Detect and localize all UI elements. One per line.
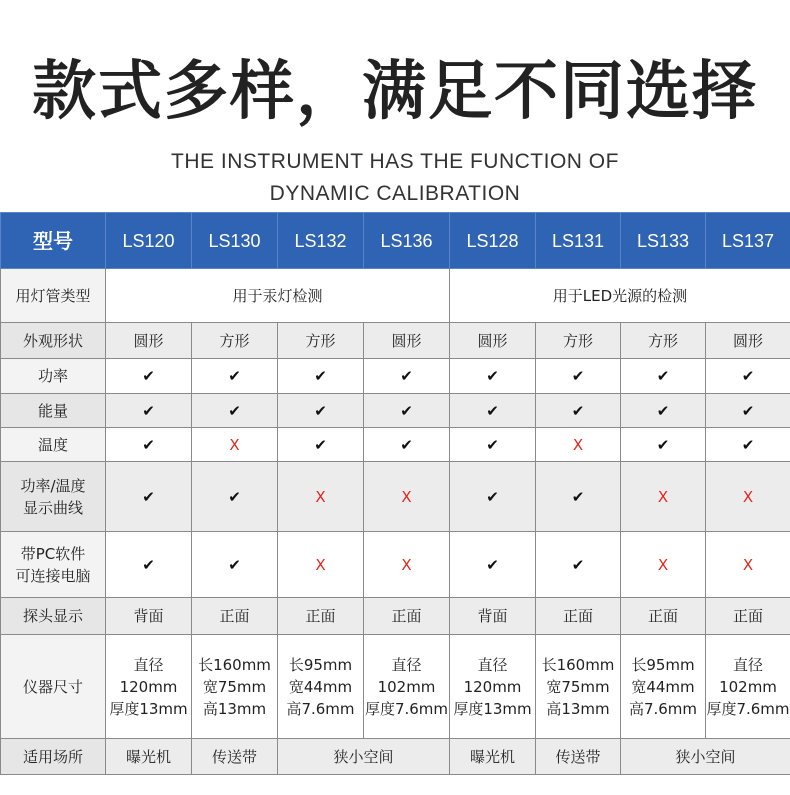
pc-software-row (1, 532, 790, 598)
check-icon: ✔ (192, 462, 278, 532)
check-icon: ✔ (621, 394, 706, 428)
row-label-line: 可连接电脑 (15, 566, 91, 585)
model-header: LS132 (278, 213, 364, 269)
power-row (1, 359, 790, 394)
row-label-line: 带PC软件 (20, 544, 86, 563)
table-cell: 传送带 (536, 739, 621, 775)
table-cell: 圆形 (706, 323, 790, 359)
check-icon: ✔ (706, 428, 790, 462)
header-label: 型号 (1, 213, 106, 269)
size-line: 长95mm (631, 655, 695, 674)
check-icon: ✔ (106, 394, 192, 428)
table-cell (278, 635, 364, 739)
cross-icon: X (364, 462, 450, 532)
cross-icon: X (278, 532, 364, 598)
table-cell: 正面 (278, 598, 364, 635)
table-cell (621, 635, 706, 739)
row-label: 探头显示 (1, 598, 106, 635)
check-icon: ✔ (278, 359, 364, 394)
table-cell: 传送带 (192, 739, 278, 775)
table-cell: 狭小空间 (278, 739, 450, 775)
table-cell: 背面 (450, 598, 536, 635)
usage-row (1, 739, 790, 775)
row-label: 温度 (1, 428, 106, 462)
check-icon: ✔ (364, 428, 450, 462)
size-line: 宽75mm (202, 677, 267, 696)
check-icon: ✔ (278, 394, 364, 428)
table-cell (706, 635, 790, 739)
table-cell: 正面 (192, 598, 278, 635)
check-icon: ✔ (706, 394, 790, 428)
check-icon: ✔ (450, 359, 536, 394)
table-cell (364, 635, 450, 739)
check-icon: ✔ (106, 428, 192, 462)
probe-row (1, 598, 790, 635)
size-line: 厚度7.6mm (706, 699, 790, 718)
size-line: 宽44mm (288, 677, 353, 696)
check-icon: ✔ (192, 532, 278, 598)
check-icon: ✔ (364, 394, 450, 428)
table-cell: 圆形 (364, 323, 450, 359)
size-line: 长95mm (288, 655, 353, 674)
size-line: 高7.6mm (628, 699, 698, 718)
shape-row (1, 323, 790, 359)
size-line: 厚度7.6mm (364, 699, 449, 718)
lamp-type-led: 用于LED光源的检测 (450, 269, 790, 323)
size-line: 长160mm (198, 655, 271, 674)
check-icon: ✔ (450, 394, 536, 428)
table-cell: 背面 (106, 598, 192, 635)
cross-icon: X (278, 462, 364, 532)
size-line: 直径120mm (119, 655, 178, 696)
row-label-line: 功率/温度 (20, 476, 86, 495)
spec-table (0, 212, 790, 775)
model-header: LS130 (192, 213, 278, 269)
check-icon: ✔ (450, 462, 536, 532)
check-icon: ✔ (192, 359, 278, 394)
size-line: 长160mm (541, 655, 615, 674)
cross-icon: X (621, 462, 706, 532)
header-row (1, 213, 790, 269)
lamp-type-row (1, 269, 790, 323)
table-cell: 方形 (192, 323, 278, 359)
row-label: 外观形状 (1, 323, 106, 359)
table-cell: 方形 (536, 323, 621, 359)
table-cell: 方形 (278, 323, 364, 359)
subtitle-line-2: DYNAMIC CALIBRATION (269, 182, 521, 205)
table-cell (536, 635, 621, 739)
energy-row (1, 394, 790, 428)
row-label (1, 532, 106, 598)
table-cell: 正面 (706, 598, 790, 635)
check-icon: ✔ (278, 428, 364, 462)
size-line: 宽75mm (546, 677, 610, 696)
size-line: 宽44mm (631, 677, 695, 696)
check-icon: ✔ (536, 462, 621, 532)
row-label: 能量 (1, 394, 106, 428)
table-cell: 正面 (364, 598, 450, 635)
cross-icon: X (364, 532, 450, 598)
size-line: 厚度13mm (109, 699, 188, 718)
model-header: LS128 (450, 213, 536, 269)
table-cell: 圆形 (450, 323, 536, 359)
model-header: LS136 (364, 213, 450, 269)
check-icon: ✔ (106, 359, 192, 394)
size-line: 直径120mm (463, 655, 522, 696)
check-icon: ✔ (106, 462, 192, 532)
size-line: 高13mm (546, 699, 610, 718)
table-cell: 曝光机 (450, 739, 536, 775)
row-label: 适用场所 (1, 739, 106, 775)
check-icon: ✔ (621, 428, 706, 462)
model-header: LS137 (706, 213, 790, 269)
size-line: 高13mm (202, 699, 267, 718)
cross-icon: X (621, 532, 706, 598)
size-line: 直径102mm (719, 655, 777, 696)
model-header: LS133 (621, 213, 706, 269)
check-icon: ✔ (536, 532, 621, 598)
row-label: 用灯管类型 (1, 269, 106, 323)
check-icon: ✔ (706, 359, 790, 394)
page-title: 款式多样，满足不同选择 (32, 55, 758, 129)
model-header: LS120 (106, 213, 192, 269)
check-icon: ✔ (192, 394, 278, 428)
cross-icon: X (536, 428, 621, 462)
row-label-line: 显示曲线 (22, 498, 83, 517)
table-cell: 圆形 (106, 323, 192, 359)
check-icon: ✔ (536, 359, 621, 394)
table-cell (450, 635, 536, 739)
size-row (1, 635, 790, 739)
table-cell (192, 635, 278, 739)
size-line: 直径102mm (377, 655, 436, 696)
cross-icon: X (706, 532, 790, 598)
temperature-row (1, 428, 790, 462)
cross-icon: X (192, 428, 278, 462)
cross-icon: X (706, 462, 790, 532)
check-icon: ✔ (106, 532, 192, 598)
table-cell: 方形 (621, 323, 706, 359)
size-line: 高7.6mm (286, 699, 355, 718)
check-icon: ✔ (450, 532, 536, 598)
check-icon: ✔ (536, 394, 621, 428)
curve-row (1, 462, 790, 532)
check-icon: ✔ (621, 359, 706, 394)
lamp-type-mercury: 用于汞灯检测 (106, 269, 450, 323)
table-cell: 正面 (621, 598, 706, 635)
row-label: 功率 (1, 359, 106, 394)
model-header: LS131 (536, 213, 621, 269)
size-line: 厚度13mm (453, 699, 532, 718)
table-cell: 狭小空间 (621, 739, 790, 775)
row-label (1, 462, 106, 532)
check-icon: ✔ (364, 359, 450, 394)
table-cell (106, 635, 192, 739)
table-cell: 曝光机 (106, 739, 192, 775)
check-icon: ✔ (450, 428, 536, 462)
subtitle-line-1: THE INSTRUMENT HAS THE FUNCTION OF (171, 150, 619, 173)
row-label: 仪器尺寸 (1, 635, 106, 739)
table-cell: 正面 (536, 598, 621, 635)
